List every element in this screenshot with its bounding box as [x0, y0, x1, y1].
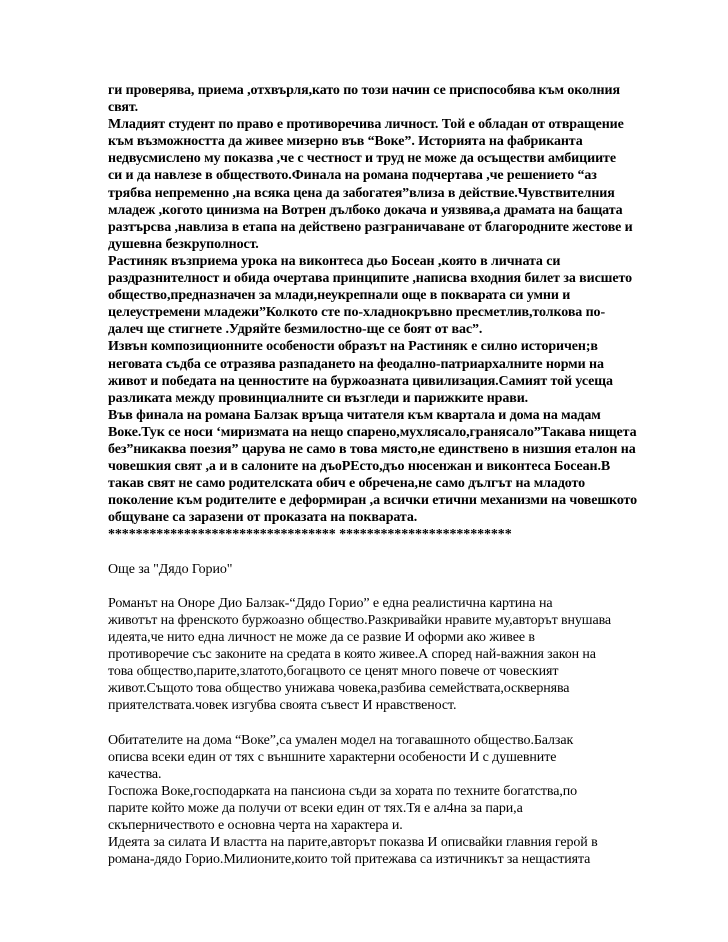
bold-text-block [108, 82, 638, 544]
text-line: такав свят не само родителската обич е обречена,не само дългът на младото [108, 476, 586, 492]
text-line: без”никаква поезия” царува не само в това място,не единствено в низшия еталон на [108, 441, 636, 457]
text-line: идеята,че нито една личност не може да се развие И оформи ако живее в [108, 630, 535, 645]
text-line: поколение към родителите е деформиран ,а всички етични механизми на човешкото [108, 493, 638, 509]
text-line: приятелствата.човек изгубва своята съвест И нравственост. [108, 698, 457, 714]
text-line: свят. [108, 100, 138, 116]
text-line: младеж ,когото цинизма на Вотрен дълбоко докача и уязвява,а драмата на бащата [108, 202, 623, 218]
text-line: раздразнителност и обида очертава принципите ,написва входния билет за висшето [108, 271, 633, 287]
text-line: общество,предназначен за млади,неукрепнали още в покварата си умни и [108, 288, 571, 304]
text-line: Романът на Оноре Дио Балзак-“Дядо Горио” е една реалистична картина на [108, 595, 553, 611]
text-line: описва всеки един от тях с външните характерни особености И с душевните [108, 749, 557, 765]
text-line: романа-дядо Горио.Милионите,които той притежава са изтичникът за нещастията [108, 852, 591, 868]
paragraph-block [108, 595, 628, 715]
text-line: недвусмислено му показва ,че с честност и труд не може да осъществи амбициите [108, 151, 616, 167]
section-heading-block [108, 561, 628, 578]
text-line: ги проверява, приема ,отхвърля,като по този начин се приспособява към околния [108, 83, 620, 98]
text-line: общуване са заразени от проказата на покварата. [108, 510, 418, 526]
text-line: Растиняк възприема урока на виконтеса дьо Босеан ,която в личната си [108, 253, 561, 269]
text-line: към възможността да живее мизерно във “Воке”. Историята на фабриканта [108, 134, 583, 150]
text-line: Госпожа Воке,господарката на пансиона съди за хората по техните богатства,по [108, 783, 578, 799]
text-line: целеустремени младежи”Колкото сте по-хладнокръвно пресметлив,толкова по- [108, 305, 606, 321]
text-line: противоречие със законите на средата в която живее.А според най-важния закон на [108, 647, 596, 663]
paragraph-block [108, 732, 628, 869]
text-line: неговата съдба се отразява разпадането на феодално-патриархалните норми на [108, 356, 604, 372]
text-line: разликата между провинциалните си възгледи и парижките нрави. [108, 390, 529, 406]
text-line: животът на френското буржоазно общество.Разкривайки нравите му,авторът внушава [108, 612, 612, 628]
text-line: Обитателите на дома “Воке”,са умален модел на тогавашното общество.Балзак [108, 732, 574, 748]
text-line: живот.Същото това общество унижава човека,разбива семействата,осквернява [108, 681, 570, 697]
paragraph-gap [108, 714, 628, 731]
paragraph-gap [108, 578, 628, 595]
text-line: си и да навлезе в обществото.Финала на романа подчертава ,че решението “аз [108, 168, 597, 184]
text-line: Извън композиционните особености образът на Растиняк е силно историчен;в [108, 339, 598, 355]
text-line: трябва непременно ,на всяка цена да забогатея”влиза в действие.Чувствителния [108, 185, 615, 201]
text-line: живот и победата на ценностите на буржоазната цивилизация.Самият той усеща [108, 373, 613, 389]
text-line: Идеята за силата И властта на парите,авторът показва И описвайки главния герой в [108, 835, 598, 851]
text-line: разтърсва ,навлиза в етапа на действено разграничаване от благородните жестове и [108, 219, 633, 235]
section-heading: Още за "Дядо Горио" [108, 561, 233, 577]
text-line: качества. [108, 766, 162, 782]
text-line: душевна безкруполност. [108, 236, 259, 252]
text-line: човешкия свят ,а и в салоните на дъоРЕсто,дъо нюсенжан и виконтеса Босеан.В [108, 459, 611, 475]
text-line: скъперничеството е основна черта на характера и. [108, 818, 403, 834]
text-line: това общество,парите,златото,богацвото се ценят много повече от човеският [108, 664, 559, 680]
paragraph-gap [108, 544, 628, 561]
separator-line: ********************************* ************************* [108, 527, 512, 543]
text-line: парите който може да получи от всеки един от тях.Тя е ал4на за пари,а [108, 800, 523, 816]
document-page [108, 82, 638, 868]
text-line: Воке.Тук се носи ‘миризмата на нещо спарено,мухлясало,гранясало”Такава нищета [108, 424, 637, 440]
text-line: Във финала на романа Балзак връща читателя към квартала и дома на мадам [108, 407, 601, 423]
text-line: далеч ще стигнете .Удряйте безмилостно-ще се боят от вас”. [108, 322, 483, 338]
text-line: Младият студент по право е противоречива личност. Той е обладан от отвращение [108, 117, 624, 133]
